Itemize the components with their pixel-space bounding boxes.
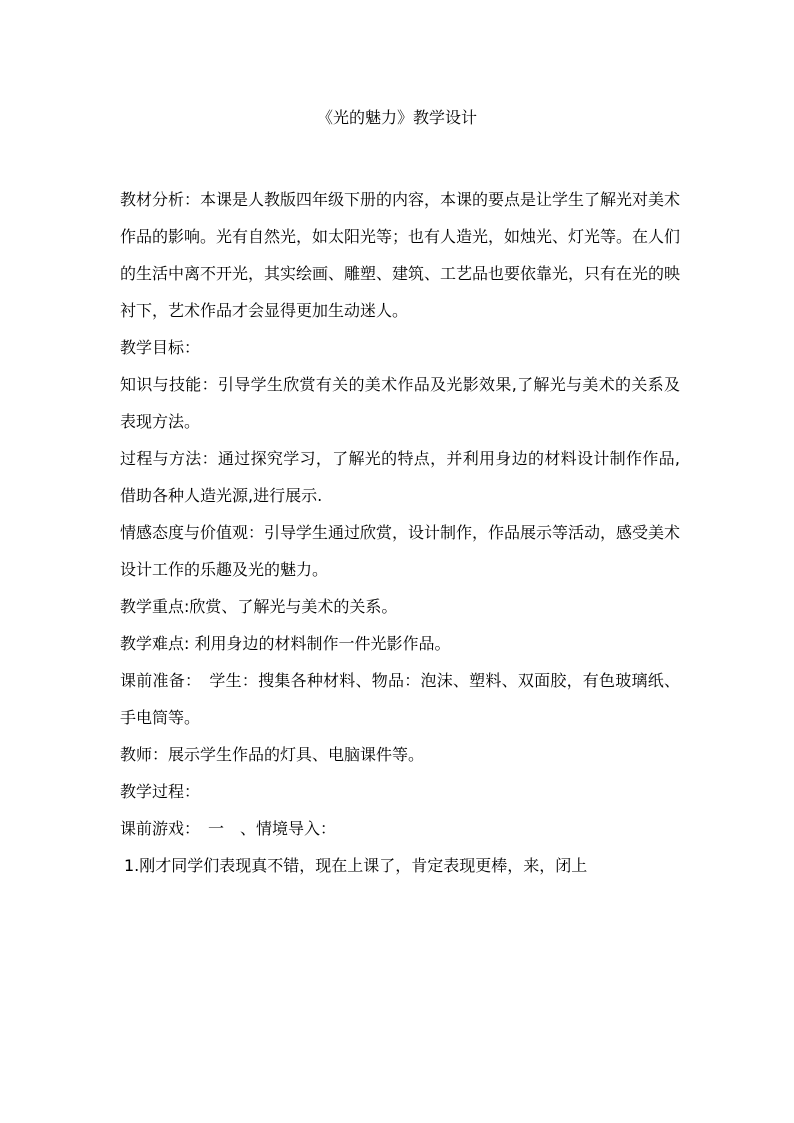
document-body [120,181,680,884]
paragraph-preparation-students: 课前准备： 学生：搜集各种材料、物品：泡沫、塑料、双面胶，有色玻璃纸、手电筒等。 [120,671,680,727]
paragraph-teaching-process-heading: 教学过程： [120,782,201,801]
paragraph-key-points: 教学重点:欣赏、了解光与美术的关系。 [120,597,398,616]
paragraph-warmup-intro: 课前游戏： 一 、情境导入： [120,819,337,838]
paragraph-material-analysis: 教材分析：本课是人教版四年级下册的内容，本课的要点是让学生了解光对美术作品的影响。光有自然光，如太阳光等；也有人造光，如烛光、灯光等。在人们的生活中离不开光，其实绘画、雕塑、建筑、工艺品也要依靠光，只有在光的映衬下，艺术作品才会显得更加生动迷人。 [120,190,681,320]
paragraph-step-1: 1.刚才同学们表现真不错，现在上课了，肯定表现更棒，来，闭上 [124,856,588,875]
paragraph-emotion-values: 情感态度与价值观：引导学生通过欣赏，设计制作，作品展示等活动，感受美术设计工作的乐趣及光的魅力。 [120,523,681,579]
document-title: 《光的魅力》教学设计 [316,108,477,127]
paragraph-teaching-goals-heading: 教学目标： [120,338,201,357]
paragraph-preparation-teacher: 教师：展示学生作品的灯具、电脑课件等。 [120,745,425,764]
paragraph-difficult-points: 教学难点: 利用身边的材料制作一件光影作品。 [120,634,451,653]
paragraph-knowledge-skills: 知识与技能：引导学生欣赏有关的美术作品及光影效果,了解光与美术的关系及表现方法。 [120,375,680,431]
paragraph-process-methods: 过程与方法：通过探究学习，了解光的特点，并利用身边的材料设计制作作品,借助各种人造光源,进行展示. [120,449,680,505]
